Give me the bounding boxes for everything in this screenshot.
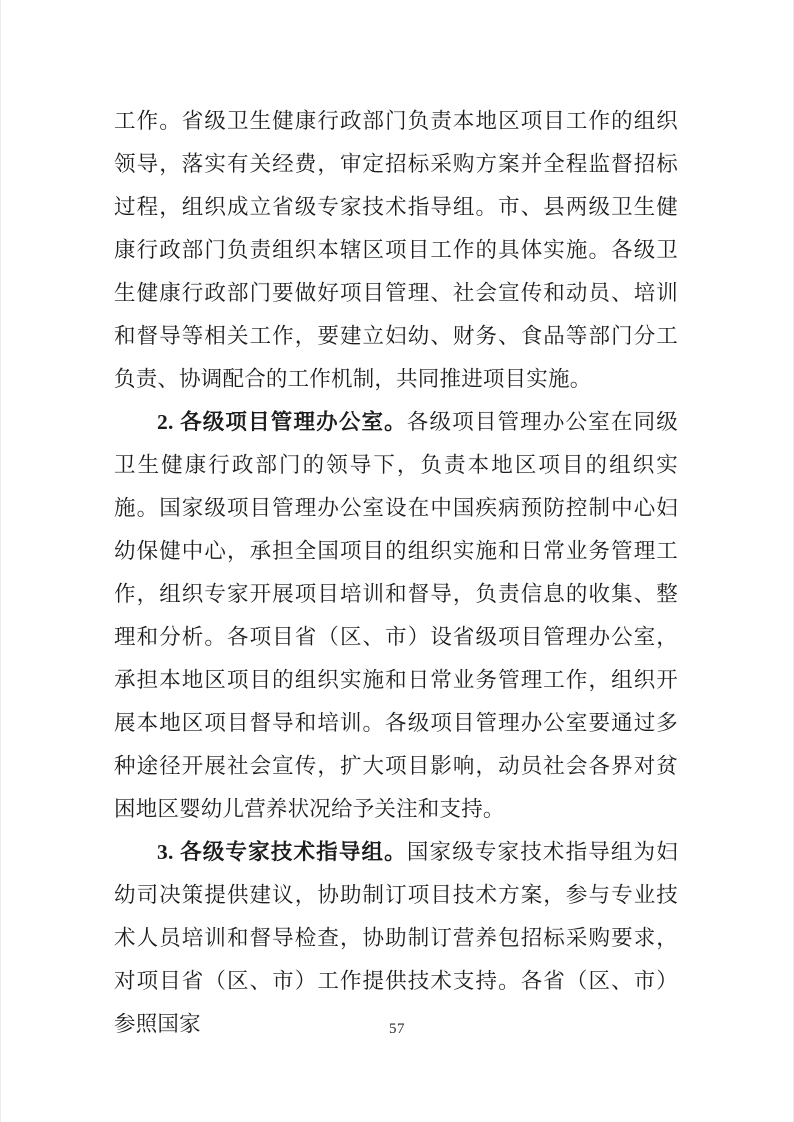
paragraph-body: 国家级专家技术指导组为妇幼司决策提供建议，协助制订项目技术方案，参与专业技术人员培训和督导检查，协助制订营养包招标采购要求，对项目省（区、市）工作提供技术支持。各省（区、市）参照国家 (114, 840, 678, 1036)
paragraph-body: 各级项目管理办公室在同级卫生健康行政部门的领导下，负责本地区项目的组织实施。国家级项目管理办公室设在中国疾病预防控制中心妇幼保健中心，承担全国项目的组织实施和日常业务管理工作，组织专家开展项目培训和督导，负责信息的收集、整理和分析。各项目省（区、市）设省级项目管理办公室，承担本地区项目的组织实施和日常业务管理工作，组织开展本地区项目督导和培训。各级项目管理办公室要通过多种途径开展社会宣传，扩大项目影响，动员社会各界对贫困地区婴幼儿营养状况给予关注和支持。 (114, 410, 678, 821)
paragraph (114, 831, 678, 1046)
paragraph (114, 100, 678, 401)
page-number: 57 (389, 1021, 405, 1037)
paragraph-lead: 2. 各级项目管理办公室。 (157, 410, 407, 434)
paragraph (114, 401, 678, 831)
paragraph-body: 工作。省级卫生健康行政部门负责本地区项目工作的组织领导，落实有关经费，审定招标采购方案并全程监督招标过程，组织成立省级专家技术指导组。市、县两级卫生健康行政部门负责组织本辖区项目工作的具体实施。各级卫生健康行政部门要做好项目管理、社会宣传和动员、培训和督导等相关工作，要建立妇幼、财务、食品等部门分工负责、协调配合的工作机制，共同推进项目实施。 (114, 109, 678, 391)
paragraph-lead: 3. 各级专家技术指导组。 (157, 840, 407, 864)
document-text (114, 100, 678, 1046)
